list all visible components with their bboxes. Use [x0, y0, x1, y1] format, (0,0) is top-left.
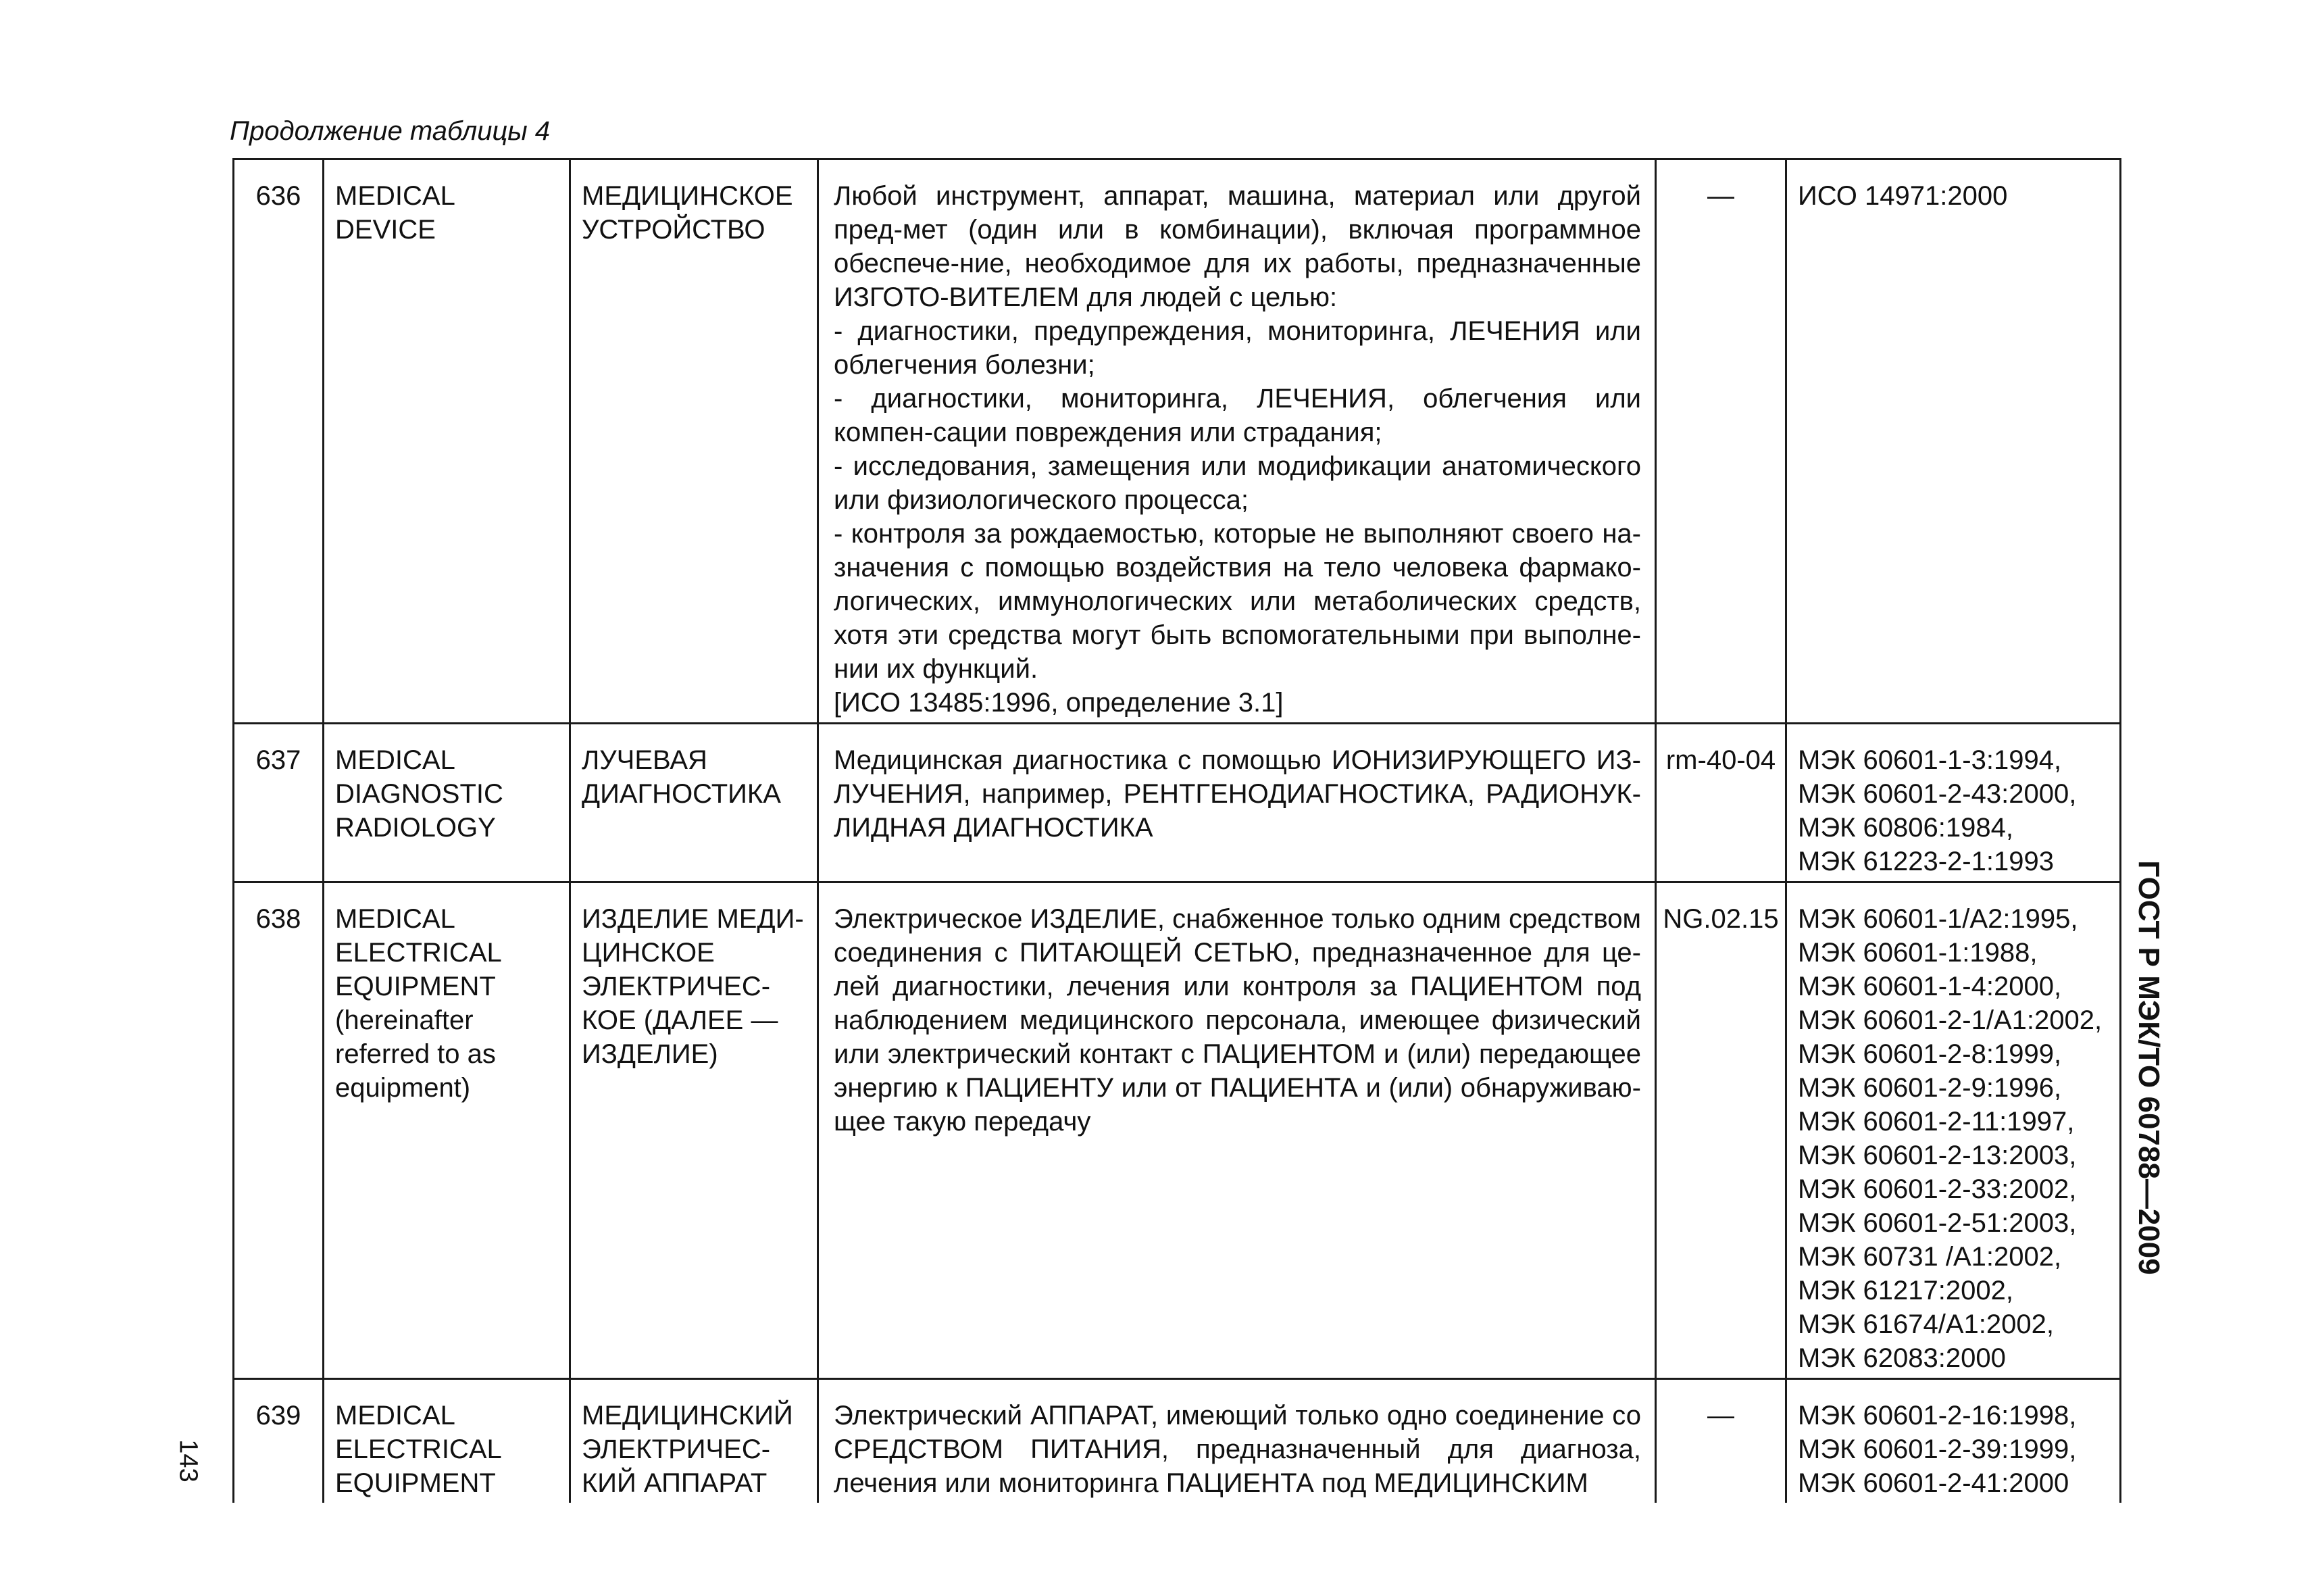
definition-cell: Электрический АППАРАТ, имеющий только одно соединение со СРЕДСТВОМ ПИТАНИЯ, предназначенный для диагноза, лечения или мониторинга ПАЦИЕНТА под МЕДИЦИНСКИМ [818, 1379, 1656, 1503]
references-cell: МЭК 60601-1/А2:1995, МЭК 60601-1:1988, МЭК 60601-1-4:2000, МЭК 60601-2-1/А1:2002, МЭК 60601-2-8:1999, МЭК 60601-2-9:1996, МЭК 60601-2-11:1997, МЭК 60601-2-13:2003, МЭК 60601-2-33:2002, МЭК 60601-2-51:2003, МЭК 60731 /А1:2002, МЭК 61217:2002, МЭК 61674/А1:2002, МЭК 62083:2000 [1786, 882, 2121, 1379]
code-cell: — [1656, 1379, 1786, 1503]
table-caption: Продолжение таблицы 4 [230, 116, 551, 146]
term-number-cell: 636 [234, 159, 324, 724]
references-cell: МЭК 60601-2-16:1998, МЭК 60601-2-39:1999, МЭК 60601-2-41:2000 [1786, 1379, 2121, 1503]
table-row [234, 159, 2121, 724]
term-english-cell: MEDICAL ELECTRICAL EQUIPMENT (hereinafter referred to as equipment) [324, 882, 570, 1379]
references-cell: ИСО 14971:2000 [1786, 159, 2121, 724]
table-row [234, 1379, 2121, 1503]
term-number-cell: 638 [234, 882, 324, 1379]
term-number-cell: 637 [234, 724, 324, 882]
term-english-cell: MEDICAL DIAGNOSTIC RADIOLOGY [324, 724, 570, 882]
terms-table [232, 158, 2121, 1503]
term-english-cell: MEDICAL DEVICE [324, 159, 570, 724]
table-row [234, 882, 2121, 1379]
page-number-text: 143 [174, 1439, 203, 1482]
table-row [234, 724, 2121, 882]
code-cell: — [1656, 159, 1786, 724]
term-english-cell: MEDICAL ELECTRICAL EQUIPMENT [324, 1379, 570, 1503]
definition-cell: Медицинская диагностика с помощью ИОНИЗИРУЮЩЕГО ИЗ-ЛУЧЕНИЯ, например, РЕНТГЕНОДИАГНОСТИКА, РАДИОНУК-ЛИДНАЯ ДИАГНОСТИКА [818, 724, 1656, 882]
definition-cell: Электрическое ИЗДЕЛИЕ, снабженное только одним средством соединения с ПИТАЮЩЕЙ СЕТЬЮ, предназначенное для це-лей диагностики, лечения или контроля за ПАЦИЕНТОМ под наблюдением медицинского персонала, имеющее физический или электрический контакт с ПАЦИЕНТОМ и (или) передающее энергию к ПАЦИЕНТУ или от ПАЦИЕНТА и (или) обнаруживаю-щее такую передачу [818, 882, 1656, 1379]
term-russian-cell: ИЗДЕЛИЕ МЕДИ- ЦИНСКОЕ ЭЛЕКТРИЧЕС- КОЕ (ДАЛЕЕ — ИЗДЕЛИЕ) [570, 882, 818, 1379]
term-russian-cell: МЕДИЦИНСКОЕ УСТРОЙСТВО [570, 159, 818, 724]
document-designation-text: ГОСТ Р МЭК/ТО 60788—2009 [2132, 860, 2165, 1275]
definition-cell: Любой инструмент, аппарат, машина, материал или другой пред-мет (один или в комбинации), включая программное обеспече-ние, необходимое для их работы, предназначенные ИЗГОТО-ВИТЕЛЕМ для людей с целью: - диагностики, предупреждения, мониторинга, ЛЕЧЕНИЯ или облегчения болезни; - диагностики, мониторинга, ЛЕЧЕНИЯ, облегчения или компен-сации повреждения или страдания; - исследования, замещения или модификации анатомического или физиологического процесса; - контроля за рождаемостью, которые не выполняют своего на-значения с помощью воздействия на тело человека фармако-логических, иммунологических или метаболических средств, хотя эти средства могут быть вспомогательными при выполне-нии их функций. [ИСО 13485:1996, определение 3.1] [818, 159, 1656, 724]
code-cell: rm-40-04 [1656, 724, 1786, 882]
term-russian-cell: МЕДИЦИНСКИЙ ЭЛЕКТРИЧЕС- КИЙ АППАРАТ [570, 1379, 818, 1503]
code-cell: NG.02.15 [1656, 882, 1786, 1379]
term-number-cell: 639 [234, 1379, 324, 1503]
references-cell: МЭК 60601-1-3:1994, МЭК 60601-2-43:2000, МЭК 60806:1984, МЭК 61223-2-1:1993 [1786, 724, 2121, 882]
term-russian-cell: ЛУЧЕВАЯ ДИАГНОСТИКА [570, 724, 818, 882]
